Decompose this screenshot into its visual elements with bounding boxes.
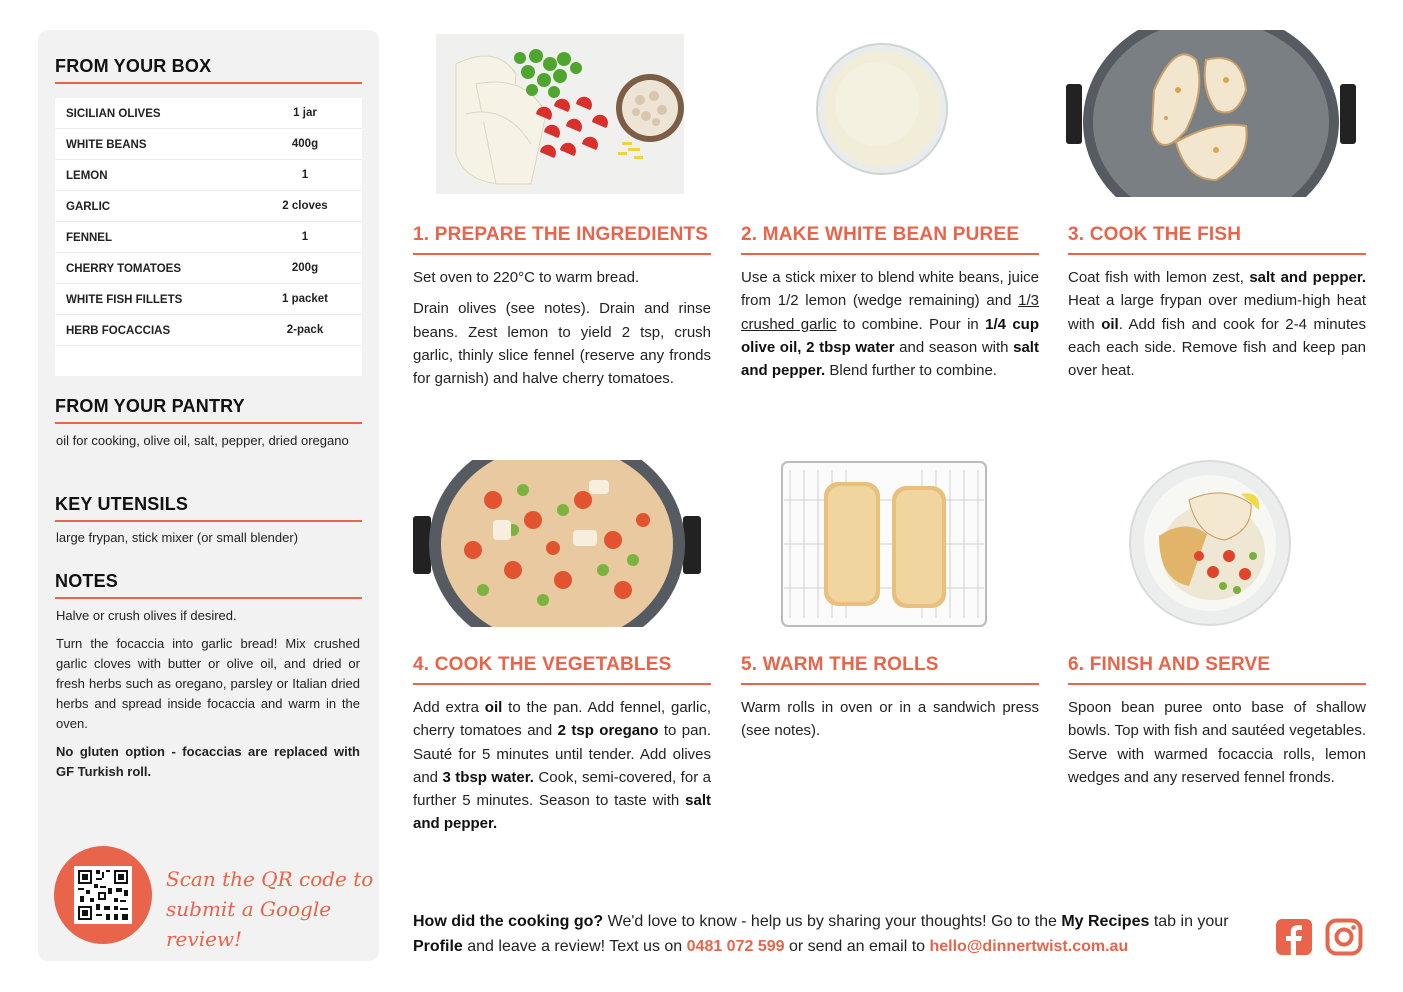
profile-label: Profile xyxy=(413,938,463,955)
text-run: Heat a large frypan over medium-high heat with xyxy=(1068,292,1366,333)
ingredient-name: GARLIC xyxy=(66,201,111,213)
text-run: to pan. Sauté for 5 minutes until tender. Add olives and xyxy=(413,722,712,786)
text-run: Use a stick mixer to blend white beans, juice from 1/2 lemon (wedge remaining) and xyxy=(741,269,1039,310)
table-row xyxy=(55,253,362,284)
step-2-text xyxy=(741,266,1039,382)
step-1-text xyxy=(413,266,711,398)
step-5-title: 5. WARM THE ROLLS xyxy=(741,654,939,675)
rolls-rack-photo xyxy=(780,460,988,628)
ingredients-sidebar xyxy=(38,30,379,961)
plated-dish-photo xyxy=(1129,460,1291,627)
ingredient-qty: 1 packet xyxy=(281,293,329,305)
step-rule xyxy=(413,683,711,685)
bold-text: 2 tsp oregano xyxy=(557,722,659,740)
text-run: Blend further to combine. xyxy=(825,362,997,380)
feedback-footer xyxy=(413,909,1263,959)
text-run: Cook, semi-covered, for a further 5 minutes. Season to taste with xyxy=(413,768,711,810)
ingredient-name: FENNEL xyxy=(66,232,112,244)
heading-rule xyxy=(55,597,362,599)
ingredient-name: LEMON xyxy=(66,170,108,182)
step-2-title: 2. MAKE WHITE BEAN PUREE xyxy=(741,224,1020,245)
text-run: . Add fish and cook for 2-4 minutes each each side. Remove fish and keep pan over heat. xyxy=(1068,315,1367,380)
ingredient-qty: 200g xyxy=(291,262,319,274)
table-row xyxy=(55,315,362,346)
bold-text: oil xyxy=(484,699,503,716)
text-run: Coat fish with lemon zest, xyxy=(1068,269,1250,286)
bold-text: salt and pepper. xyxy=(413,792,711,833)
step-rule xyxy=(1068,253,1366,255)
table-row xyxy=(55,98,362,129)
heading-rule xyxy=(55,82,362,84)
ingredient-name: WHITE FISH FILLETS xyxy=(66,294,183,306)
text-run: to the pan. Add fennel, garlic, cherry tomatoes and xyxy=(413,699,711,740)
bold-text: 3 tbsp water. xyxy=(442,768,534,786)
step-1-title: 1. PREPARE THE INGREDIENTS xyxy=(413,224,709,245)
table-row xyxy=(55,284,362,315)
bold-text: 1/4 cup olive oil, 2 tbsp water xyxy=(741,315,1039,356)
bold-text: oil xyxy=(1101,315,1119,333)
step-rule xyxy=(413,253,711,255)
utensils-heading: KEY UTENSILS xyxy=(55,494,189,514)
step-4-text xyxy=(413,696,711,836)
table-row xyxy=(55,160,362,191)
ingredient-qty: 1 xyxy=(301,231,309,243)
ingredient-qty: 2 cloves xyxy=(282,200,328,212)
phone-link[interactable]: 0481 072 599 xyxy=(686,938,785,955)
step-paragraph: Drain olives (see notes). Drain and rinse beans. Zest lemon to yield 2 tsp, crush garlic, thinly slice fennel (reserve any fronds for garnish) and halve cherry tomatoes. xyxy=(413,300,711,388)
qr-caption xyxy=(166,864,379,954)
text-run: We'd love to know - help us by sharing your thoughts! Go to the xyxy=(603,913,1062,930)
text-run: and leave a review! Text us on xyxy=(462,938,687,955)
email-link[interactable]: hello@dinnertwist.com.au xyxy=(929,938,1129,955)
text-run: or send an email to xyxy=(784,938,930,955)
step-3-title: 3. COOK THE FISH xyxy=(1068,224,1242,245)
ingredient-name: HERB FOCACCIAS xyxy=(66,325,171,337)
ingredient-name: CHERRY TOMATOES xyxy=(66,263,182,275)
instagram-icon[interactable] xyxy=(1325,918,1363,956)
ingredient-qty: 400g xyxy=(291,138,319,150)
ingredient-qty: 1 xyxy=(301,169,309,181)
step-4-title: 4. COOK THE VEGETABLES xyxy=(413,654,672,675)
utensils-text: large frypan, stick mixer (or small blender) xyxy=(56,530,299,545)
underlined-text: 1/3 crushed garlic xyxy=(741,292,1039,333)
text-run: and season with xyxy=(894,338,1014,356)
qr-caption-line: submit a Google review! xyxy=(166,897,332,951)
table-row xyxy=(55,129,362,160)
step-3-text xyxy=(1068,266,1366,382)
bold-text: salt and pepper. xyxy=(1249,269,1367,286)
qr-code-icon[interactable] xyxy=(74,866,132,924)
fish-pan-photo xyxy=(1066,30,1356,197)
qr-badge[interactable] xyxy=(54,846,152,944)
pantry-text: oil for cooking, olive oil, salt, pepper, dried oregano xyxy=(56,433,349,448)
note-item: Turn the focaccia into garlic bread! Mix crushed garlic cloves with butter or olive oil, and dried or fresh herbs such as oregano, parsley or Italian dried herbs and spread inside focaccia and warm in the oven. xyxy=(56,636,360,731)
heading-rule xyxy=(55,422,362,424)
from-your-box-heading: FROM YOUR BOX xyxy=(55,56,212,76)
box-ingredients-table xyxy=(55,98,362,376)
notes-heading: NOTES xyxy=(55,571,119,591)
table-row xyxy=(55,191,362,222)
text-run: tab in your xyxy=(1149,913,1229,930)
my-recipes-label: My Recipes xyxy=(1061,913,1150,930)
gluten-note: No gluten option - focaccias are replaced with GF Turkish roll. xyxy=(56,744,360,779)
facebook-icon[interactable] xyxy=(1275,918,1313,956)
ingredient-qty: 2-pack xyxy=(286,324,324,336)
pantry-heading: FROM YOUR PANTRY xyxy=(55,396,245,416)
ingredient-name: WHITE BEANS xyxy=(66,139,147,151)
note-item: Halve or crush olives if desired. xyxy=(56,608,237,623)
step-rule xyxy=(1068,683,1366,685)
ingredient-qty: 1 jar xyxy=(293,107,317,119)
feedback-question: How did the cooking go? xyxy=(413,913,604,930)
bold-text: salt and pepper. xyxy=(741,338,1039,380)
text-run: Add extra xyxy=(413,699,485,716)
text-run: to combine. Pour in xyxy=(836,315,986,333)
step-6-text: Spoon bean puree onto base of shallow bowls. Top with fish and sautéed vegetables. Serve with warmed focaccia rolls, lemon wedges and any reserved fennel fronds. xyxy=(1068,699,1366,786)
heading-rule xyxy=(55,520,362,522)
step-rule xyxy=(741,683,1039,685)
step-paragraph: Set oven to 220°C to warm bread. xyxy=(413,269,640,286)
step-5-text: Warm rolls in oven or in a sandwich press (see notes). xyxy=(741,699,1039,740)
qr-caption-line: Scan the QR code to xyxy=(166,867,374,891)
ingredients-photo xyxy=(436,34,684,194)
table-row xyxy=(55,222,362,253)
step-6-title: 6. FINISH AND SERVE xyxy=(1068,654,1271,675)
step-rule xyxy=(741,253,1039,255)
vegetables-pan-photo xyxy=(413,460,701,627)
ingredient-name: SICILIAN OLIVES xyxy=(66,108,161,120)
bean-puree-photo xyxy=(815,42,949,176)
